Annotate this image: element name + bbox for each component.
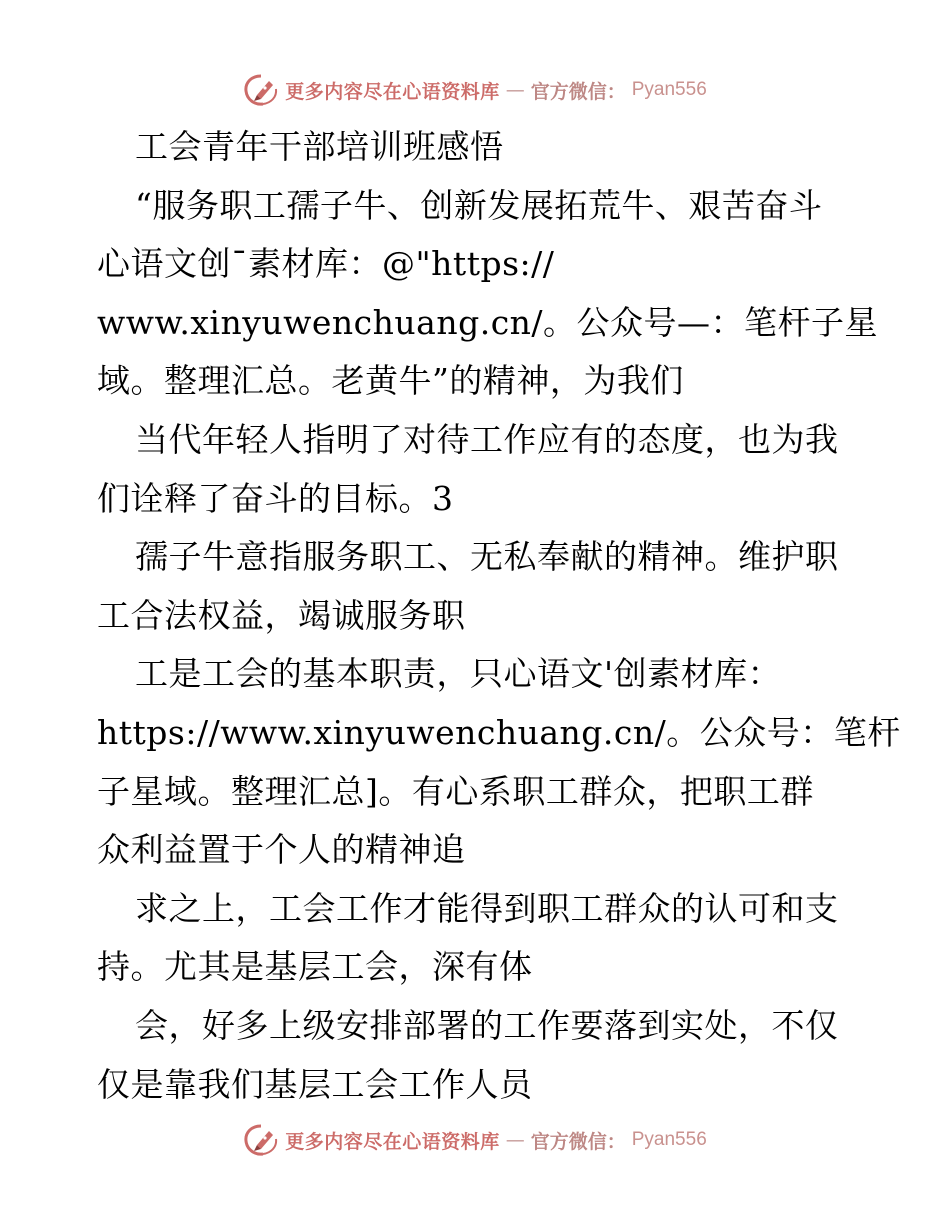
footer-banner bbox=[0, 1120, 950, 1160]
text-line: 心语文创¯素材库：@"https:// bbox=[97, 244, 555, 284]
banner-wechat-id: Pyan556 bbox=[631, 1129, 707, 1150]
text-line: 子星域。整理汇总]。有心系职工群众，把职工群 bbox=[97, 771, 814, 811]
text-line: 工是工会的基本职责，只心语文'创素材库： bbox=[135, 654, 782, 694]
banner-dash: — bbox=[505, 1129, 525, 1151]
text-line: 求之上，工会工作才能得到职工群众的认可和支 bbox=[135, 888, 839, 928]
header-banner bbox=[0, 70, 950, 110]
banner-dash: — bbox=[505, 79, 525, 101]
text-line: 持。尤其是基层工会，深有体 bbox=[97, 947, 533, 987]
banner-wechat-label: 官方微信： bbox=[530, 80, 626, 103]
text-line: 仅是靠我们基层工会工作人员 bbox=[97, 1064, 533, 1104]
text-line: “服务职工孺子牛、创新发展拓荒牛、艰苦奋斗 bbox=[135, 185, 823, 225]
document-title: 工会青年干部培训班感悟 bbox=[135, 127, 504, 166]
banner-wechat-label: 官方微信： bbox=[530, 1130, 626, 1153]
text-line: 众利益置于个人的精神追 bbox=[97, 830, 466, 870]
pen-nib-logo-icon bbox=[243, 73, 279, 107]
text-line: 们诠释了奋斗的目标。3 bbox=[97, 478, 454, 518]
banner-slogan: 更多内容尽在心语资料库 bbox=[285, 1130, 500, 1153]
banner-wechat-id: Pyan556 bbox=[631, 79, 707, 100]
text-line: 会，好多上级安排部署的工作要落到实处，不仅 bbox=[135, 1005, 839, 1045]
text-line: www.xinyuwenchuang.cn/。公众号—：笔杆子星 bbox=[97, 302, 879, 342]
document-body bbox=[97, 118, 901, 1114]
text-line: 工合法权益，竭诚服务职 bbox=[97, 595, 466, 635]
text-line: https://www.xinyuwenchuang.cn/。公众号：笔杆 bbox=[97, 712, 901, 752]
banner-slogan: 更多内容尽在心语资料库 bbox=[285, 80, 500, 103]
text-line: 域。整理汇总。老黄牛”的精神，为我们 bbox=[97, 361, 684, 401]
text-line: 当代年轻人指明了对待工作应有的态度，也为我 bbox=[135, 419, 839, 459]
pen-nib-logo-icon bbox=[243, 1123, 279, 1157]
text-line: 孺子牛意指服务职工、无私奉献的精神。维护职 bbox=[135, 537, 839, 577]
